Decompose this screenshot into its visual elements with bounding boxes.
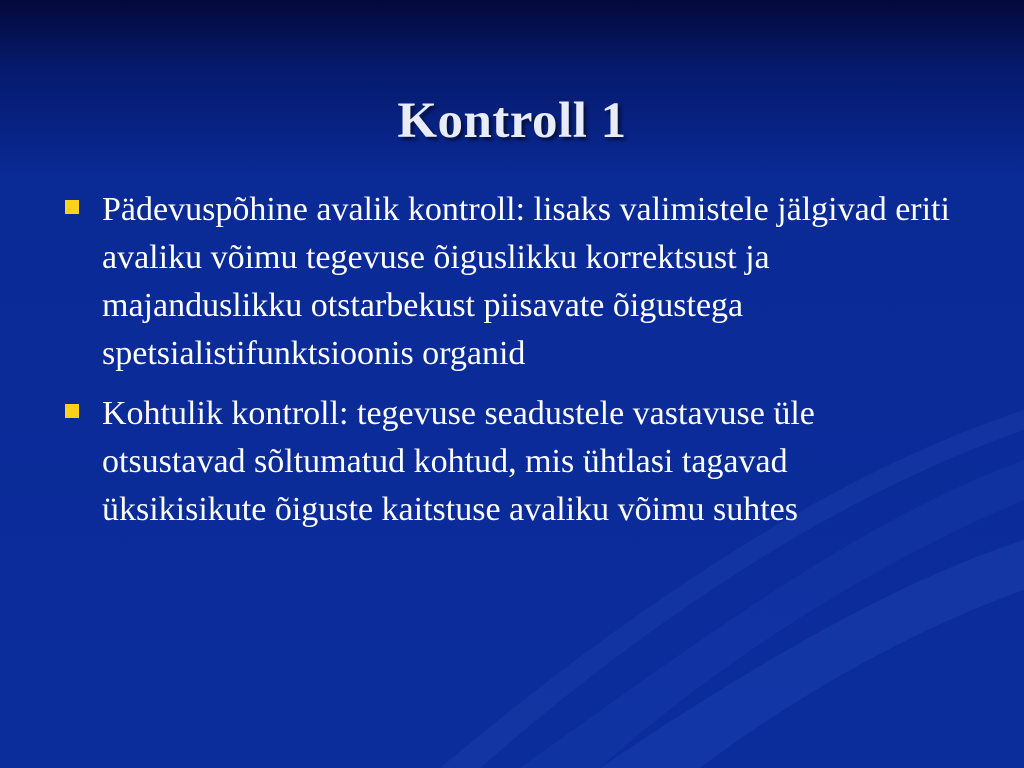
bullet-item-judicial-control [60, 390, 960, 534]
slide-title: Kontroll 1 [397, 93, 627, 149]
bullet-list [60, 186, 960, 546]
bullet-item-competence-control [60, 186, 960, 378]
square-bullet-icon [65, 404, 79, 418]
bullet-text: Kohtulik kontroll: tegevuse seadustele vastavuse üle otsustavad sõltumatud kohtud, mis ühtlasi tagavad üksikisikute õiguste kaitstuse avaliku võimu suhtes [102, 395, 815, 528]
bullet-text: Pädevuspõhine avalik kontroll: lisaks valimistele jälgivad eriti avaliku võimu tegevuse õiguslikku korrektsust ja majanduslikku otstarbekust piisavate õigustega spetsialistifunktsioonis organid [102, 191, 950, 372]
square-bullet-icon [65, 200, 79, 214]
